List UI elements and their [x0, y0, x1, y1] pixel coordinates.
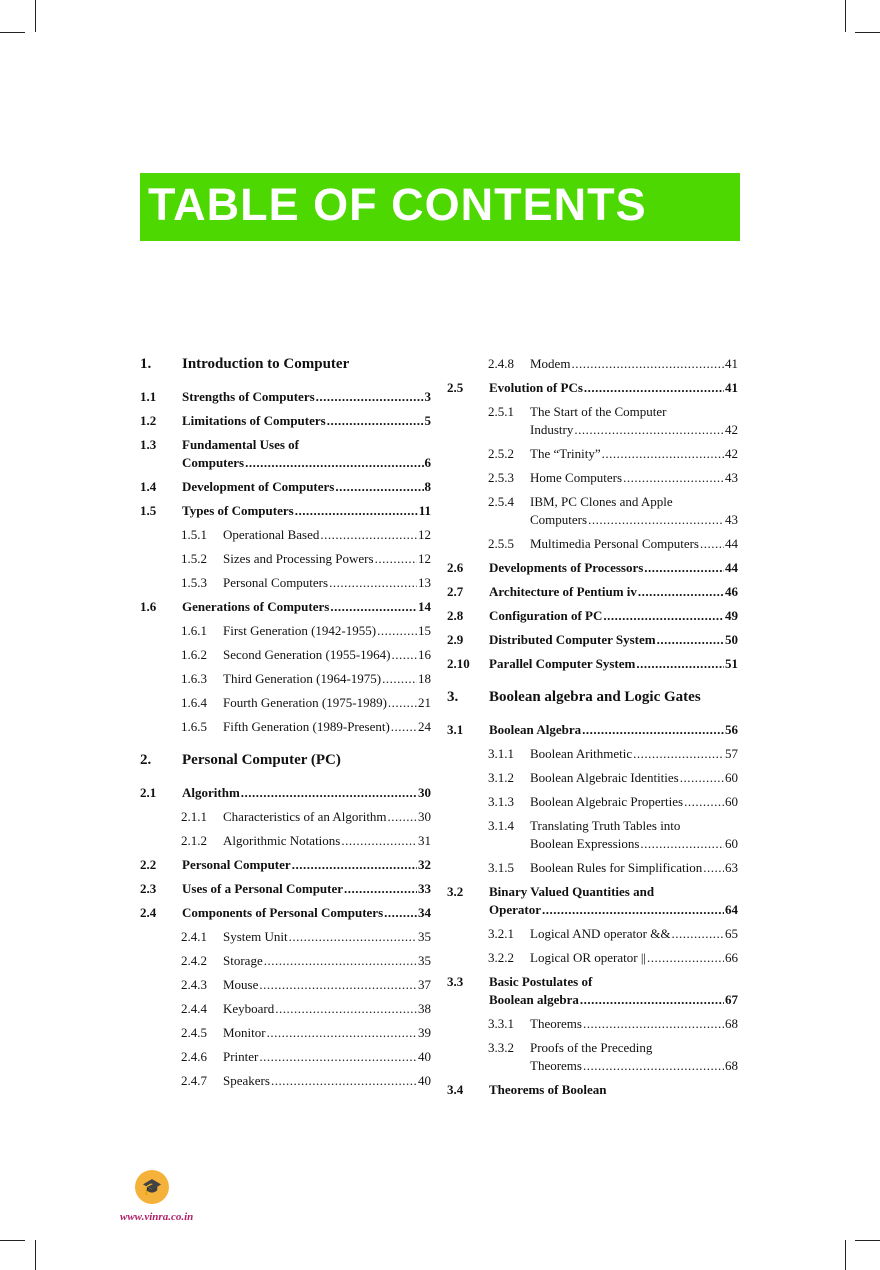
entry-number: 3.1.2	[488, 770, 514, 785]
page-number: 38	[418, 1001, 431, 1016]
dot-leader	[671, 925, 724, 943]
page-number: 56	[725, 722, 738, 737]
toc-entry[interactable]	[447, 1015, 738, 1033]
page-number: 18	[418, 671, 431, 686]
toc-entry[interactable]	[140, 694, 431, 712]
page-number: 14	[418, 599, 431, 614]
toc-entry[interactable]	[447, 493, 738, 529]
entry-title: Algorithm	[182, 785, 240, 800]
dot-leader	[644, 559, 724, 577]
entry-number: 1.4	[140, 479, 157, 494]
graduation-cap-icon: 🎓	[135, 1170, 169, 1204]
dot-leader	[574, 421, 724, 439]
entry-number: 2.5.5	[488, 536, 514, 551]
toc-entry[interactable]	[140, 808, 431, 826]
dot-leader	[603, 607, 724, 625]
page-number: 5	[424, 413, 431, 428]
toc-entry[interactable]	[140, 436, 431, 472]
page-number: 60	[725, 836, 738, 851]
toc-entry[interactable]	[447, 535, 738, 553]
crop-mark	[35, 0, 36, 32]
toc-entry[interactable]	[140, 928, 431, 946]
entry-number: 1.1	[140, 389, 157, 404]
entry-title: Home Computers	[530, 470, 623, 485]
dot-leader	[295, 502, 418, 520]
toc-entry[interactable]	[140, 718, 431, 736]
page-number: 42	[725, 422, 738, 437]
toc-entry[interactable]	[447, 883, 738, 919]
entry-number: 3.4	[447, 1082, 464, 1097]
toc-entry[interactable]	[140, 670, 431, 688]
dot-leader	[623, 469, 724, 487]
entry-number: 2.4.4	[181, 1001, 207, 1016]
entry-title: Keyboard	[223, 1001, 275, 1016]
entry-number: 2.10	[447, 656, 470, 671]
entry-number: 2.1	[140, 785, 157, 800]
dot-leader	[271, 1072, 417, 1090]
page-number: 50	[725, 632, 738, 647]
entry-number: 3.2.1	[488, 926, 514, 941]
entry-title: Boolean Algebraic Identities	[530, 770, 679, 785]
page-number: 64	[725, 902, 738, 917]
toc-entry[interactable]	[140, 1024, 431, 1042]
entry-title-continued: Computers	[182, 455, 245, 470]
page-number: 60	[725, 770, 738, 785]
entry-title: Binary Valued Quantities and	[489, 884, 655, 899]
page-number: 8	[424, 479, 431, 494]
toc-column-left	[140, 355, 431, 1096]
toc-entry[interactable]	[447, 793, 738, 811]
dot-leader	[580, 991, 724, 1009]
toc-entry[interactable]	[140, 526, 431, 544]
entry-number: 3.1.1	[488, 746, 514, 761]
toc-entry[interactable]	[140, 880, 431, 898]
entry-number: 2.5.4	[488, 494, 514, 509]
dot-leader	[700, 535, 724, 553]
entry-title: Boolean Algebra	[489, 722, 582, 737]
dot-leader	[384, 904, 417, 922]
entry-title: Boolean Algebraic Properties	[530, 794, 684, 809]
entry-title-continued: Operator	[489, 902, 541, 917]
entry-number: 2.4.3	[181, 977, 207, 992]
entry-title: Characteristics of an Algorithm	[223, 809, 387, 824]
entry-number: 3.1.4	[488, 818, 514, 833]
entry-title: Storage	[223, 953, 263, 968]
entry-title: Evolution of PCs	[489, 380, 583, 395]
page-number: 33	[418, 881, 431, 896]
toc-column-right	[447, 355, 738, 1105]
dot-leader	[583, 1057, 724, 1075]
toc-entry[interactable]	[140, 904, 431, 922]
toc-entry[interactable]	[447, 379, 738, 397]
toc-entry[interactable]	[447, 745, 738, 763]
entry-number: 2.4	[140, 905, 157, 920]
crop-mark	[35, 1240, 36, 1270]
entry-title: First Generation (1942-1955)	[223, 623, 377, 638]
page-number: 12	[418, 551, 431, 566]
page-number: 31	[418, 833, 431, 848]
entry-number: 1.6.1	[181, 623, 207, 638]
entry-title: Basic Postulates of	[489, 974, 593, 989]
page-number: 51	[725, 656, 738, 671]
title-banner	[140, 173, 740, 241]
entry-number: 2.5	[447, 380, 464, 395]
entry-title: Architecture of Pentium iv	[489, 584, 637, 599]
entry-number: 2.5.3	[488, 470, 514, 485]
dot-leader	[633, 745, 724, 763]
toc-entry[interactable]	[447, 559, 738, 577]
dot-leader	[391, 718, 417, 736]
entry-number: 3.1.3	[488, 794, 514, 809]
toc-entry[interactable]	[140, 388, 431, 406]
toc-entry[interactable]	[140, 832, 431, 850]
page-number: 3	[424, 389, 431, 404]
toc-entry[interactable]	[447, 1081, 738, 1099]
dot-leader	[657, 631, 724, 649]
dot-leader	[335, 478, 423, 496]
dot-leader	[640, 835, 724, 853]
entry-number: 2.1.1	[181, 809, 207, 824]
entry-title: Speakers	[223, 1073, 270, 1088]
page-number: 46	[725, 584, 738, 599]
entry-number: 2.8	[447, 608, 464, 623]
dot-leader	[267, 1024, 417, 1042]
page-number: 34	[418, 905, 431, 920]
entry-number: 2.7	[447, 584, 464, 599]
entry-title: Boolean Arithmetic	[530, 746, 633, 761]
entry-title: Sizes and Processing Powers	[223, 551, 374, 566]
footer-url[interactable]: www.vinra.co.in	[120, 1211, 194, 1223]
toc-entry[interactable]	[140, 1000, 431, 1018]
entry-title: Personal Computers	[223, 575, 329, 590]
toc-chapter-heading[interactable]	[447, 688, 738, 706]
chapter-number: 1.	[140, 356, 152, 372]
entry-number: 2.4.1	[181, 929, 207, 944]
dot-leader	[377, 622, 417, 640]
page-number: 66	[725, 950, 738, 965]
dot-leader	[344, 880, 417, 898]
page-number: 12	[418, 527, 431, 542]
entry-title: Strengths of Computers	[182, 389, 315, 404]
page-number: 39	[418, 1025, 431, 1040]
entry-title-continued: Industry	[530, 422, 574, 437]
page-number: 6	[424, 455, 431, 470]
entry-number: 2.4.6	[181, 1049, 207, 1064]
entry-title: Personal Computer	[182, 857, 291, 872]
entry-title: Proofs of the Preceding	[530, 1040, 653, 1055]
page-number: 63	[725, 860, 738, 875]
entry-number: 1.6	[140, 599, 157, 614]
page-number: 43	[725, 470, 738, 485]
entry-title: Fifth Generation (1989-Present)	[223, 719, 390, 734]
page-number: 44	[725, 560, 738, 575]
page-number: 13	[418, 575, 431, 590]
toc-entry[interactable]	[140, 976, 431, 994]
page-number: 68	[725, 1058, 738, 1073]
entry-title: Uses of a Personal Computer	[182, 881, 344, 896]
dot-leader	[588, 511, 724, 529]
entry-number: 3.3.2	[488, 1040, 514, 1055]
toc-entry[interactable]	[447, 817, 738, 853]
crop-mark	[855, 32, 880, 33]
dot-leader	[542, 901, 724, 919]
entry-title: System Unit	[223, 929, 288, 944]
dot-leader	[316, 388, 424, 406]
toc-entry[interactable]	[140, 412, 431, 430]
entry-number: 2.5.2	[488, 446, 514, 461]
dot-leader	[245, 454, 423, 472]
entry-number: 3.3	[447, 974, 464, 989]
entry-number: 1.6.3	[181, 671, 207, 686]
entry-title: Translating Truth Tables into	[530, 818, 681, 833]
page-number: 30	[418, 809, 431, 824]
entry-title: Parallel Computer System	[489, 656, 636, 671]
toc-entry[interactable]	[447, 607, 738, 625]
dot-leader	[289, 928, 417, 946]
toc-entry[interactable]	[140, 856, 431, 874]
toc-entry[interactable]	[447, 721, 738, 739]
entry-number: 1.5.2	[181, 551, 207, 566]
dot-leader	[684, 793, 724, 811]
dot-leader	[388, 808, 417, 826]
toc-chapter-heading[interactable]	[140, 355, 431, 373]
entry-title: Monitor	[223, 1025, 266, 1040]
entry-title: Boolean Rules for Simplification	[530, 860, 703, 875]
entry-title: IBM, PC Clones and Apple	[530, 494, 673, 509]
entry-number: 1.6.5	[181, 719, 207, 734]
dot-leader	[330, 598, 417, 616]
entry-title-continued: Theorems	[530, 1058, 582, 1073]
toc-entry[interactable]	[140, 952, 431, 970]
page-number: 32	[418, 857, 431, 872]
dot-leader	[382, 670, 417, 688]
page-number: 60	[725, 794, 738, 809]
toc-entry[interactable]	[447, 859, 738, 877]
dot-leader	[388, 694, 417, 712]
entry-title: Theorems	[530, 1016, 582, 1031]
toc-entry[interactable]	[447, 403, 738, 439]
dot-leader	[680, 769, 724, 787]
page-number: 16	[418, 647, 431, 662]
dot-leader	[264, 952, 417, 970]
entry-title: Operational Based	[223, 527, 320, 542]
page-number: 68	[725, 1016, 738, 1031]
dot-leader	[320, 526, 417, 544]
crop-mark	[855, 1240, 880, 1241]
entry-number: 2.3	[140, 881, 157, 896]
toc-entry[interactable]	[140, 1048, 431, 1066]
dot-leader	[341, 832, 417, 850]
toc-entry[interactable]	[140, 574, 431, 592]
toc-entry[interactable]	[140, 646, 431, 664]
dot-leader	[584, 379, 724, 397]
toc-entry[interactable]	[140, 502, 431, 520]
toc-entry[interactable]	[140, 478, 431, 496]
entry-title: Developments of Processors	[489, 560, 644, 575]
page-number: 41	[725, 380, 738, 395]
crop-mark	[0, 1240, 25, 1241]
dot-leader	[275, 1000, 417, 1018]
chapter-title: Boolean algebra and Logic Gates	[489, 689, 701, 705]
entry-title: The “Trinity”	[530, 446, 601, 461]
dot-leader	[647, 949, 724, 967]
entry-number: 3.2	[447, 884, 464, 899]
entry-number: 1.5.3	[181, 575, 207, 590]
entry-title: Distributed Computer System	[489, 632, 656, 647]
entry-title: Theorems of Boolean	[489, 1082, 607, 1097]
toc-entry[interactable]	[447, 631, 738, 649]
entry-title: Printer	[223, 1049, 259, 1064]
dot-leader	[327, 412, 424, 430]
dot-leader	[392, 646, 417, 664]
chapter-title: Introduction to Computer	[182, 356, 350, 372]
entry-title: Configuration of PC	[489, 608, 603, 623]
toc-entry[interactable]	[447, 469, 738, 487]
entry-number: 3.3.1	[488, 1016, 514, 1031]
entry-title: Components of Personal Computers	[182, 905, 384, 920]
page-number: 15	[418, 623, 431, 638]
dot-leader	[583, 1015, 724, 1033]
crop-mark	[845, 0, 846, 32]
page-number: 35	[418, 929, 431, 944]
page-number: 44	[725, 536, 738, 551]
entry-title: Third Generation (1964-1975)	[223, 671, 382, 686]
page-number: 42	[725, 446, 738, 461]
entry-title: The Start of the Computer	[530, 404, 667, 419]
toc-entry[interactable]	[447, 925, 738, 943]
toc-entry[interactable]	[447, 655, 738, 673]
page-number: 65	[725, 926, 738, 941]
page-number: 57	[725, 746, 738, 761]
page-number: 40	[418, 1073, 431, 1088]
entry-number: 1.3	[140, 437, 157, 452]
entry-title: Second Generation (1955-1964)	[223, 647, 391, 662]
toc-entry[interactable]	[140, 1072, 431, 1090]
dot-leader	[292, 856, 417, 874]
toc-entry[interactable]	[140, 622, 431, 640]
dot-leader	[703, 859, 724, 877]
entry-number: 2.4.5	[181, 1025, 207, 1040]
entry-title: Fundamental Uses of	[182, 437, 300, 452]
dot-leader	[571, 355, 724, 373]
entry-number: 2.9	[447, 632, 464, 647]
entry-number: 1.5	[140, 503, 157, 518]
entry-title: Multimedia Personal Computers	[530, 536, 699, 551]
page-number: 11	[418, 503, 431, 518]
entry-number: 2.5.1	[488, 404, 514, 419]
entry-title: Limitations of Computers	[182, 413, 326, 428]
dot-leader	[582, 721, 724, 739]
page-title: TABLE OF CONTENTS	[148, 179, 647, 230]
entry-title: Algorithmic Notations	[223, 833, 341, 848]
entry-number: 2.4.2	[181, 953, 207, 968]
entry-number: 1.6.2	[181, 647, 207, 662]
entry-number: 2.1.2	[181, 833, 207, 848]
dot-leader	[259, 1048, 417, 1066]
entry-number: 3.1	[447, 722, 464, 737]
page-number: 41	[725, 356, 738, 371]
toc-entry[interactable]	[447, 355, 738, 373]
page-number: 21	[418, 695, 431, 710]
entry-number: 1.2	[140, 413, 157, 428]
toc-entry[interactable]	[447, 949, 738, 967]
entry-title: Generations of Computers	[182, 599, 330, 614]
dot-leader	[259, 976, 417, 994]
toc-entry[interactable]	[447, 1039, 738, 1075]
toc-chapter-heading[interactable]	[140, 751, 431, 769]
entry-title: Development of Computers	[182, 479, 335, 494]
toc-entry[interactable]	[447, 973, 738, 1009]
entry-number: 1.6.4	[181, 695, 207, 710]
entry-number: 3.1.5	[488, 860, 514, 875]
toc-entry[interactable]	[447, 583, 738, 601]
page-number: 35	[418, 953, 431, 968]
toc-entry[interactable]	[140, 598, 431, 616]
entry-title: Modem	[530, 356, 571, 371]
crop-mark	[0, 32, 25, 33]
page-number: 67	[725, 992, 738, 1007]
toc-entry[interactable]	[447, 445, 738, 463]
entry-title: Logical AND operator &&	[530, 926, 671, 941]
entry-title-continued: Boolean algebra	[489, 992, 579, 1007]
chapter-number: 3.	[447, 689, 459, 705]
entry-number: 2.4.7	[181, 1073, 207, 1088]
crop-mark	[845, 1240, 846, 1270]
entry-number: 1.5.1	[181, 527, 207, 542]
toc-entry[interactable]	[140, 784, 431, 802]
entry-title-continued: Boolean Expressions	[530, 836, 640, 851]
entry-number: 3.2.2	[488, 950, 514, 965]
entry-title: Types of Computers	[182, 503, 294, 518]
page-number: 24	[418, 719, 431, 734]
chapter-number: 2.	[140, 752, 152, 768]
page-number: 43	[725, 512, 738, 527]
page-number: 30	[418, 785, 431, 800]
toc-entry[interactable]	[447, 769, 738, 787]
entry-number: 2.6	[447, 560, 464, 575]
entry-title: Logical OR operator ||	[530, 950, 647, 965]
page-number: 40	[418, 1049, 431, 1064]
chapter-title: Personal Computer (PC)	[182, 752, 341, 768]
dot-leader	[638, 583, 724, 601]
entry-number: 2.2	[140, 857, 157, 872]
dot-leader	[636, 655, 724, 673]
page-number: 49	[725, 608, 738, 623]
dot-leader	[329, 574, 417, 592]
dot-leader	[241, 784, 417, 802]
page-number: 37	[418, 977, 431, 992]
entry-number: 2.4.8	[488, 356, 514, 371]
entry-title-continued: Computers	[530, 512, 588, 527]
toc-entry[interactable]	[140, 550, 431, 568]
dot-leader	[602, 445, 724, 463]
dot-leader	[375, 550, 417, 568]
entry-title: Fourth Generation (1975-1989)	[223, 695, 387, 710]
entry-title: Mouse	[223, 977, 259, 992]
